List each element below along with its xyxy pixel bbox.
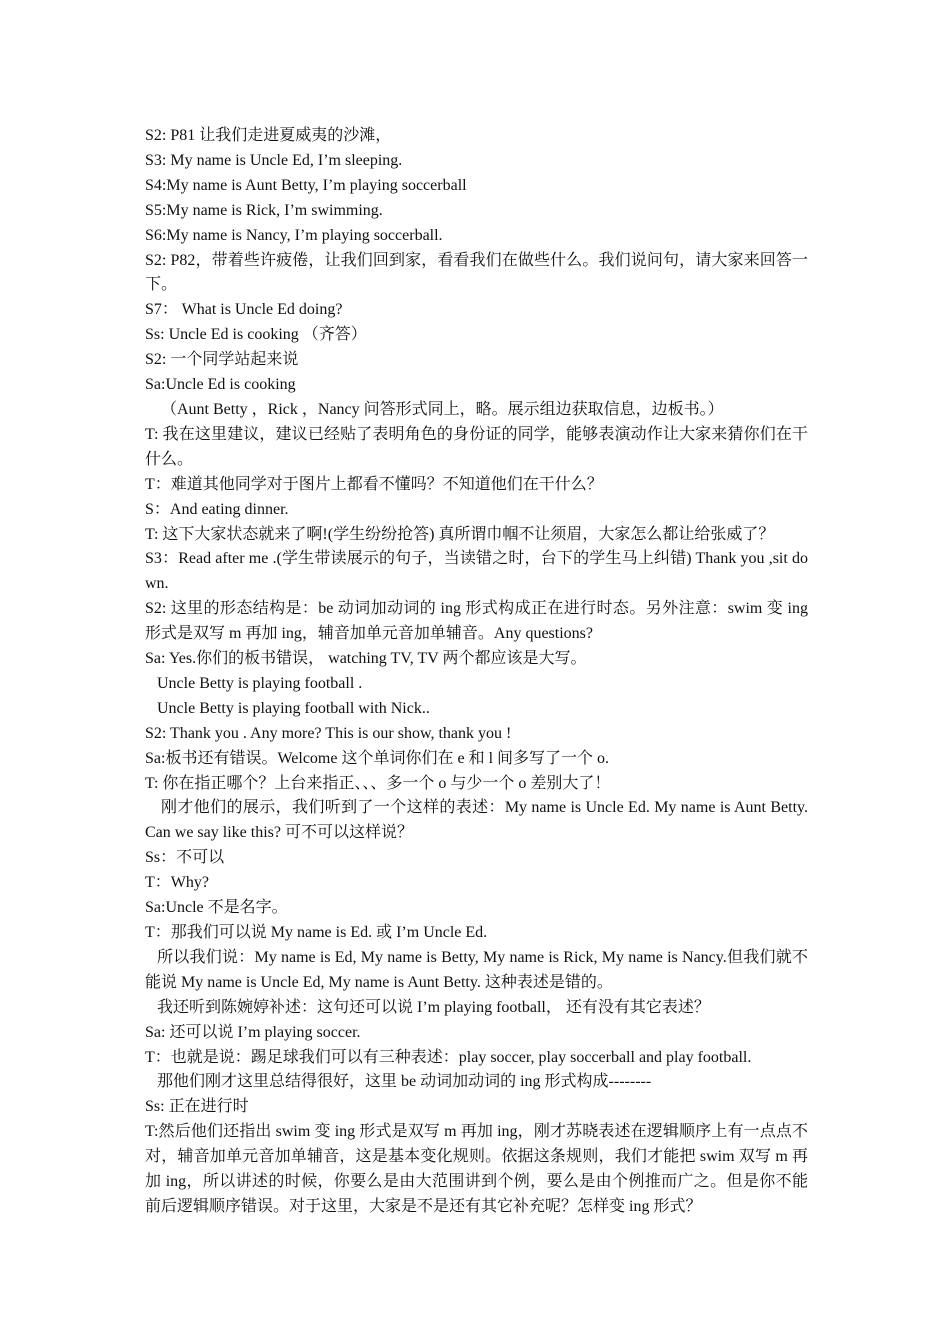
paragraph: S3: My name is Uncle Ed, I’m sleeping.: [145, 151, 403, 169]
paragraph: S6:My name is Nancy, I’m playing soccerball.: [145, 226, 443, 244]
paragraph: 那他们刚才这里总结得很好，这里 be 动词加动词的 ing 形式构成--------: [157, 1073, 652, 1091]
paragraph: T：难道其他同学对于图片上都看不懂吗？不知道他们在干什么？: [145, 475, 603, 493]
paragraph: T: 你在指正哪个？上台来指正、、、多一个 o 与少一个 o 差别大了！: [145, 774, 611, 792]
paragraph: （Aunt Betty ，Rick ，Nancy 问答形式同上，略。展示组边获取信息，边板书。）: [161, 400, 724, 418]
paragraph: T: 这下大家状态就来了啊!(学生纷纷抢答) 真所谓巾帼不让须眉，大家怎么都让给张威了？: [145, 525, 775, 543]
paragraph: T：Why?: [145, 874, 209, 892]
paragraph: Sa:Uncle 不是名字。: [145, 899, 288, 917]
paragraph: T:然后他们还指出 swim 变 ing 形式是双写 m 再加 ing，刚才苏晓表述在逻辑顺序上有一点点不对，辅音加单元音加单辅音，这是基本变化规则。依据这条规则，我们才能把 swim 双写 m 再加 ing，所以讲述的时候，你要么是由大范围讲到个例，要么是由个例推而广之。但是你不能前后逻辑顺序错误。对于这里，大家是不是还有其它补充呢？怎样变 ing 形式？: [145, 1123, 808, 1215]
paragraph: S4:My name is Aunt Betty, I’m playing soccerball: [145, 176, 467, 194]
paragraph: S2: P81 让我们走进夏威夷的沙滩，: [145, 127, 392, 144]
paragraph: Ss: 正在进行时: [145, 1098, 249, 1116]
paragraph: Uncle Betty is playing football with Nick..: [157, 699, 430, 717]
paragraph: S3：Read after me .(学生带读展示的句子，当读错之时，台下的学生马上纠错) Thank you ,sit down.: [145, 550, 808, 593]
paragraph: Sa: Yes.你们的板书错误， watching TV, TV 两个都应该是大写。: [145, 650, 587, 668]
paragraph: S5:My name is Rick, I’m swimming.: [145, 201, 383, 219]
paragraph: T: 我在这里建议，建议已经贴了表明角色的身份证的同学，能够表演动作让大家来猜你们在干什么。: [145, 425, 808, 468]
paragraph: S2: Thank you . Any more? This is our show, thank you !: [145, 724, 512, 742]
paragraph: Uncle Betty is playing football .: [157, 674, 363, 692]
paragraph: Ss：不可以: [145, 849, 225, 867]
paragraph: T：那我们可以说 My name is Ed. 或 I’m Uncle Ed.: [145, 924, 488, 941]
paragraph: S2: 这里的形态结构是：be 动词加动词的 ing 形式构成正在进行时态。另外注意：swim 变 ing 形式是双写 m 再加 ing，辅音加单元音加单辅音。Any questions?: [145, 600, 808, 643]
paragraph: 我还听到陈婉婷补述：这句还可以说 I’m playing football， 还有没有其它表述？: [157, 998, 710, 1016]
paragraph: S2: 一个同学站起来说: [145, 351, 299, 369]
paragraph: T：也就是说：踢足球我们可以有三种表述：play soccer, play soccerball and play football.: [145, 1048, 752, 1066]
paragraph: S：And eating dinner.: [145, 500, 289, 518]
paragraph: Sa:Uncle Ed is cooking: [145, 376, 296, 394]
paragraph: Ss: Uncle Ed is cooking （齐答）: [145, 326, 367, 344]
paragraph: 刚才他们的展示，我们听到了一个这样的表述：My name is Uncle Ed. My name is Aunt Betty. Can we say like this? 可不可以这样说？: [145, 799, 808, 842]
paragraph: S2: P82，带着些许疲倦，让我们回到家，看看我们在做些什么。我们说问句，请大家来回答一下。: [145, 251, 808, 294]
paragraph: 所以我们说：My name is Ed, My name is Betty, My name is Rick, My name is Nancy.但我们就不能说 My name is Uncle Ed, My name is Aunt Betty. 这种表述是错的。: [145, 948, 808, 991]
paragraph: Sa: 还可以说 I’m playing soccer.: [145, 1023, 361, 1041]
document-page: [145, 124, 808, 1220]
paragraph: Sa:板书还有错误。Welcome 这个单词你们在 e 和 l 间多写了一个 o.: [145, 749, 610, 767]
paragraph: S7： What is Uncle Ed doing?: [145, 301, 343, 319]
